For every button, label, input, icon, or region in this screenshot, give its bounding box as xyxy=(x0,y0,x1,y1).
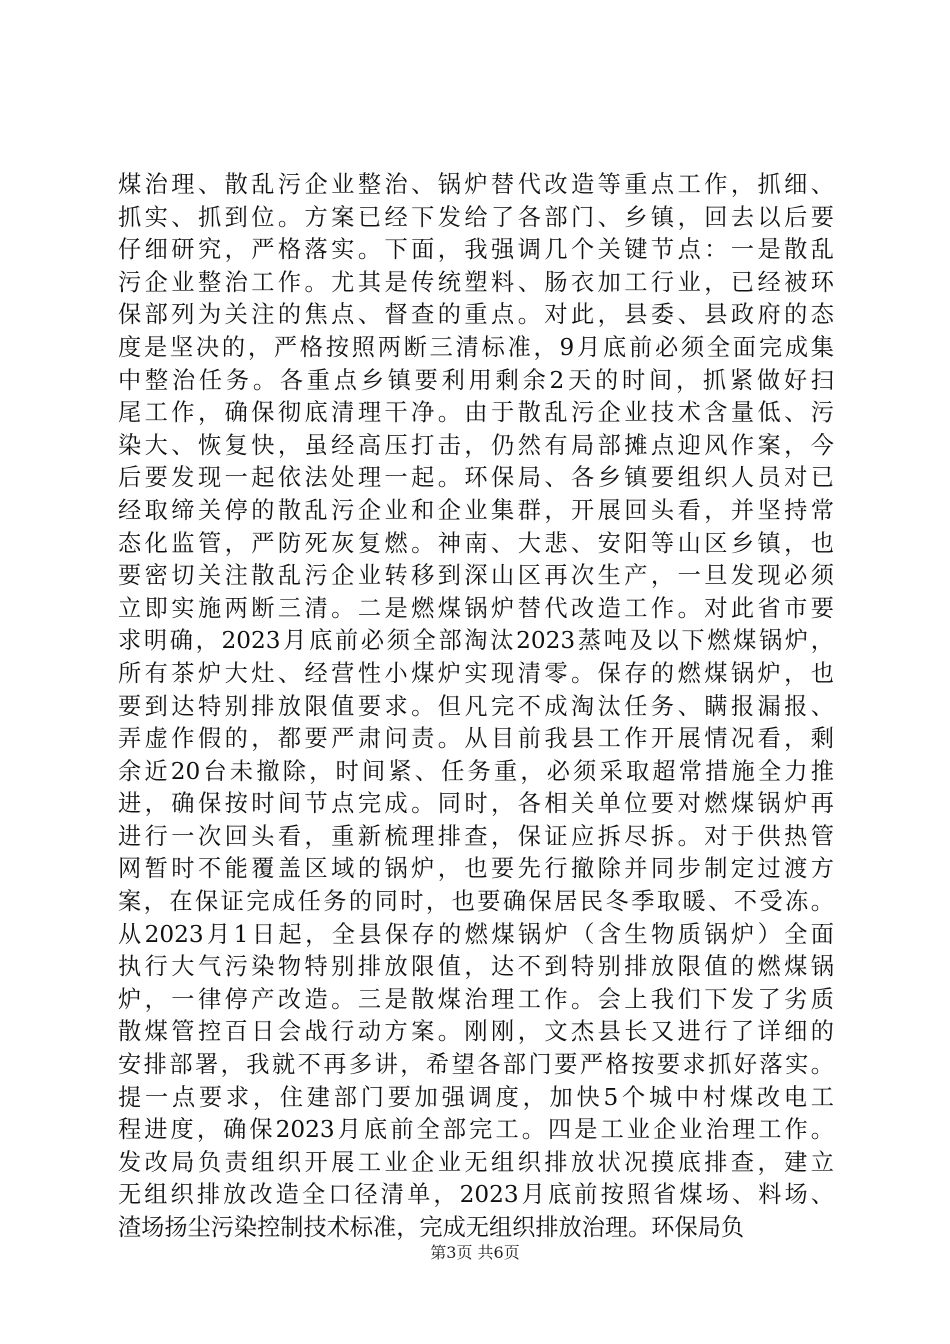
text-line: 发改局负责组织开展工业企业无组织排放状况摸底排查，建立 xyxy=(118,1148,834,1176)
text-line: 从2023月1日起，全县保存的燃煤锅炉（含生物质锅炉）全面 xyxy=(118,920,834,948)
text-line: 后要发现一起依法处理一起。环保局、各乡镇要组织人员对已 xyxy=(118,464,834,492)
text-line: 弄虚作假的，都要严肃问责。从目前我县工作开展情况看，剩 xyxy=(118,725,834,753)
text-line: 进行一次回头看，重新梳理排查，保证应拆尽拆。对于供热管 xyxy=(118,822,834,850)
text-line: 尾工作，确保彻底清理干净。由于散乱污企业技术含量低、污 xyxy=(118,399,834,427)
text-line: 网暂时不能覆盖区域的锅炉，也要先行撤除并同步制定过渡方 xyxy=(118,855,834,883)
text-line: 经取缔关停的散乱污企业和企业集群，开展回头看，并坚持常 xyxy=(118,496,834,524)
text-line: 炉，一律停产改造。三是散煤治理工作。会上我们下发了劣质 xyxy=(118,985,834,1013)
text-line: 程进度，确保2023月底前全部完工。四是工业企业治理工作。 xyxy=(118,1116,834,1144)
text-line: 中整治任务。各重点乡镇要利用剩余2天的时间，抓紧做好扫 xyxy=(118,366,834,394)
body-text xyxy=(118,169,834,1245)
text-line: 煤治理、散乱污企业整治、锅炉替代改造等重点工作，抓细、 xyxy=(118,171,834,198)
text-line: 保部列为关注的焦点、督查的重点。对此，县委、县政府的态 xyxy=(118,301,834,329)
text-line: 态化监管，严防死灰复燃。神南、大悲、安阳等山区乡镇，也 xyxy=(118,529,834,557)
text-line: 污企业整治工作。尤其是传统塑料、肠衣加工行业，已经被环 xyxy=(118,268,834,296)
text-line: 度是坚决的，严格按照两断三清标准，9月底前必须全面完成集 xyxy=(118,333,834,361)
text-line: 染大、恢复快，虽经高压打击，仍然有局部摊点迎风作案，今 xyxy=(118,431,834,459)
text-line: 案，在保证完成任务的同时，也要确保居民冬季取暖、不受冻。 xyxy=(118,888,834,916)
text-line: 要密切关注散乱污企业转移到深山区再次生产，一旦发现必须 xyxy=(118,562,834,590)
text-line: 无组织排放改造全口径清单，2023月底前按照省煤场、料场、 xyxy=(118,1181,834,1209)
text-line: 渣场扬尘污染控制技术标准，完成无组织排放治理。环保局负 xyxy=(118,1214,745,1241)
text-line: 抓实、抓到位。方案已经下发给了各部门、乡镇，回去以后要 xyxy=(118,203,834,231)
text-line: 进，确保按时间节点完成。同时，各相关单位要对燃煤锅炉再 xyxy=(118,790,834,818)
text-line: 仔细研究，严格落实。下面，我强调几个关键节点：一是散乱 xyxy=(118,236,834,264)
text-line: 要到达特别排放限值要求。但凡完不成淘汰任务、瞒报漏报、 xyxy=(118,692,834,720)
text-line: 执行大气污染物特别排放限值，达不到特别排放限值的燃煤锅 xyxy=(118,953,834,981)
text-line: 散煤管控百日会战行动方案。刚刚，文杰县长又进行了详细的 xyxy=(118,1018,834,1046)
text-line: 所有茶炉大灶、经营性小煤炉实现清零。保存的燃煤锅炉，也 xyxy=(118,659,834,687)
text-line: 求明确，2023月底前必须全部淘汰2023蒸吨及以下燃煤锅炉， xyxy=(118,627,834,655)
text-line: 立即实施两断三清。二是燃煤锅炉替代改造工作。对此省市要 xyxy=(118,594,834,622)
text-line: 余近20台未撤除，时间紧、任务重，必须采取超常措施全力推 xyxy=(118,757,834,785)
text-line: 安排部署，我就不再多讲，希望各部门要严格按要求抓好落实。 xyxy=(118,1051,834,1079)
page-footer: 第3页 共6页 xyxy=(430,1243,520,1262)
text-line: 提一点要求，住建部门要加强调度，加快5个城中村煤改电工 xyxy=(118,1083,834,1111)
